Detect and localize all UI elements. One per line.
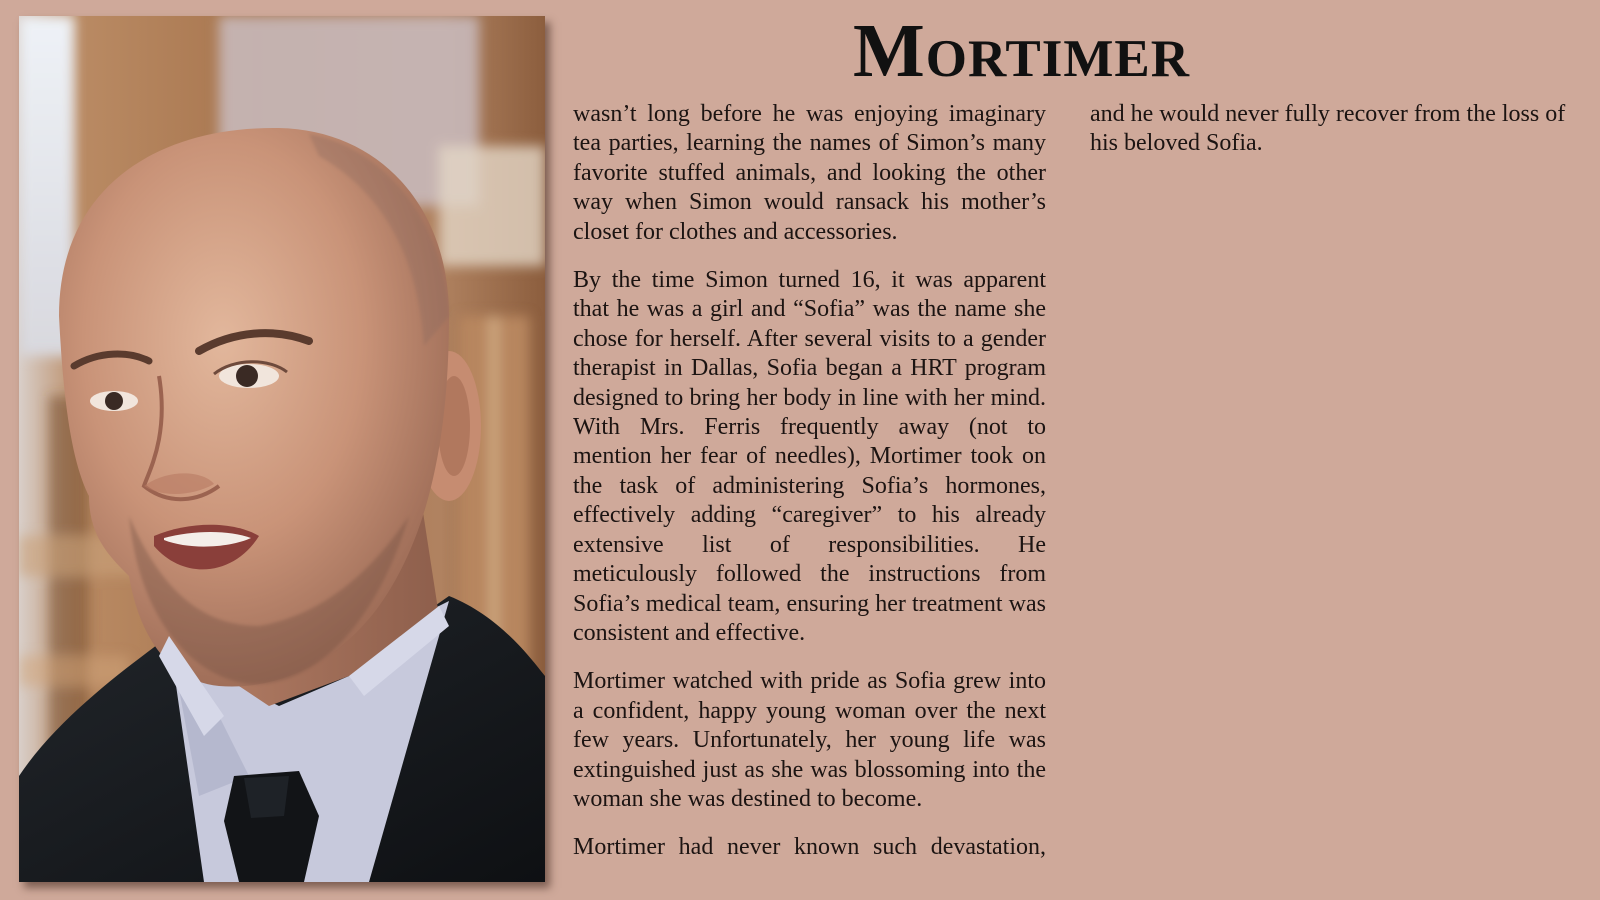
text-column-left — [573, 100, 1046, 863]
portrait-illustration — [19, 16, 545, 882]
text-column-right — [1090, 100, 1570, 178]
paragraph: and he would never fully recover from the loss of his beloved Sofia. — [1090, 101, 1566, 157]
paragraph: wasn’t long before he was enjoying imaginary tea parties, learning the names of Simon’s many favorite stuffed animals, and looking the other way when Simon would ransack his mother’s closet for clothes and accessories. — [573, 101, 1046, 245]
paragraph: Mortimer had never known such devastation, — [573, 834, 1046, 861]
paragraph: Mortimer watched with pride as Sofia grew into a confident, happy young woman over the next few years. Unfortunately, her young life was extinguished just as she was blossoming into the woman she was destined to become. — [573, 668, 1046, 812]
paragraph: By the time Simon turned 16, it was apparent that he was a girl and “Sofia” was the name she chose for herself. After several visits to a gender therapist in Dallas, Sofia began a HRT program designed to bring her body in line with her mind. With Mrs. Ferris frequently away (not to mention her fear of needles), Mortimer took on the task of administering Sofia’s hormones, effectively adding “caregiver” to his already extensive list of responsibilities. He meticulously followed the instructions from Sofia’s medical team, ensuring her treatment was consistent and effective. — [573, 267, 1046, 646]
page-title: Mortimer — [853, 9, 1190, 93]
portrait-photo — [19, 16, 545, 882]
